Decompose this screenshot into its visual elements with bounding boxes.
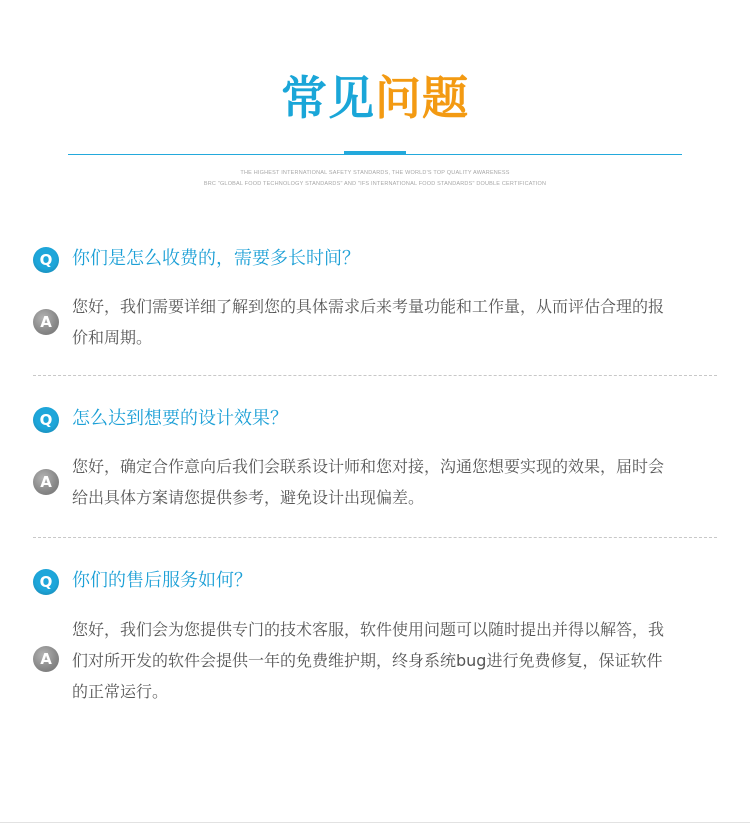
faq-answer bbox=[72, 614, 714, 707]
faq-answer-line: 的正常运行。 bbox=[72, 682, 169, 701]
answer-badge-icon: A bbox=[33, 646, 59, 672]
faq-question: 你们的售后服务如何？ bbox=[72, 570, 252, 591]
question-badge-icon: Q bbox=[33, 407, 59, 433]
answer-badge-icon: A bbox=[33, 309, 59, 335]
header-subtitle-line2: BRC "GLOBAL FOOD TECHNOLOGY STANDARDS" AND "IFS INTERNATIONAL FOOD STANDARDS" DOUBLE CERTIFICATION bbox=[203, 181, 547, 187]
title-part-orange: 问题 bbox=[375, 71, 469, 125]
header-divider-accent bbox=[344, 151, 406, 155]
faq-answer-line: 您好，我们会为您提供专门的技术客服，软件使用问题可以随时提出并得以解答，我 bbox=[72, 620, 665, 639]
page-bottom-divider bbox=[0, 822, 750, 823]
question-badge-icon: Q bbox=[33, 247, 59, 273]
page-title bbox=[0, 70, 750, 126]
header-subtitle-line1: THE HIGHEST INTERNATIONAL SAFETY STANDARDS, THE WORLD'S TOP QUALITY AWARENESS bbox=[240, 170, 510, 176]
faq-question: 怎么达到想要的设计效果？ bbox=[72, 408, 288, 429]
faq-divider bbox=[33, 375, 717, 376]
faq-answer-line: 价和周期。 bbox=[72, 328, 153, 347]
question-badge-icon: Q bbox=[33, 569, 59, 595]
faq-answer bbox=[72, 291, 714, 353]
faq-divider bbox=[33, 537, 717, 538]
faq-answer-line: 给出具体方案请您提供参考，避免设计出现偏差。 bbox=[72, 488, 425, 507]
faq-answer-line: 们对所开发的软件会提供一年的免费维护期，终身系统bug进行免费修复，保证软件 bbox=[72, 651, 663, 670]
faq-answer bbox=[72, 451, 714, 513]
title-part-blue: 常见 bbox=[281, 71, 375, 125]
faq-answer-line: 您好，确定合作意向后我们会联系设计师和您对接，沟通您想要实现的效果，届时会 bbox=[72, 457, 665, 476]
faq-answer-line: 您好，我们需要详细了解到您的具体需求后来考量功能和工作量，从而评估合理的报 bbox=[72, 297, 665, 316]
answer-badge-icon: A bbox=[33, 469, 59, 495]
faq-question: 你们是怎么收费的，需要多长时间？ bbox=[72, 248, 360, 269]
